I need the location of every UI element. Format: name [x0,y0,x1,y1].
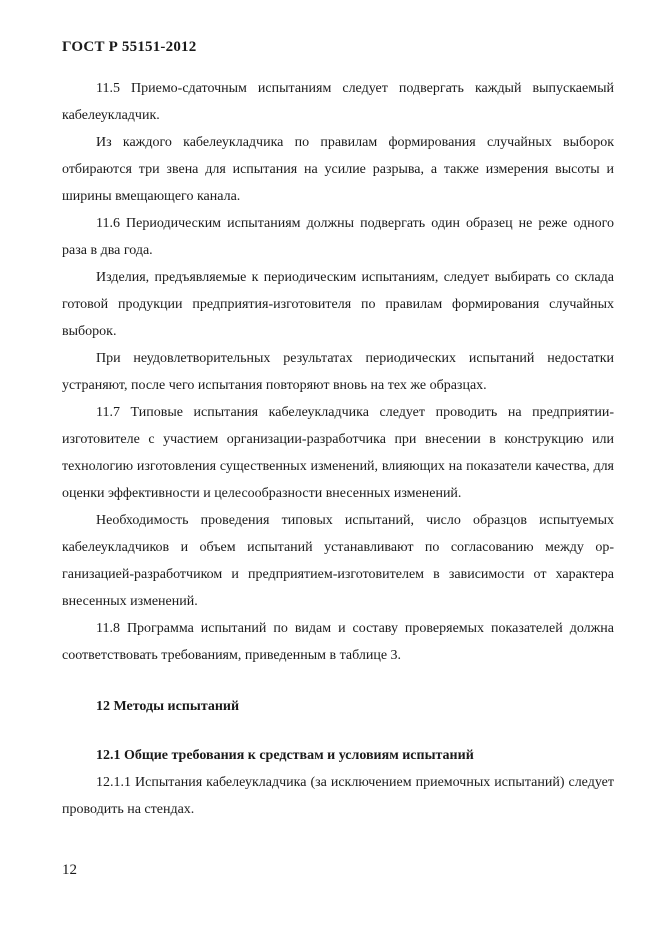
paragraph-unsatisfactory-results: При неудовлетворительных результатах периодических испытаний недостатки устраняют, после чего испытания повторяют вновь на тех же образцах. [62,351,614,393]
section-heading: 12 Методы испытаний [96,699,240,714]
paragraph-11-7: 11.7 Типовые испытания кабелеукладчика следует проводить на предприятии-изготовителе с участием организации-разработчика при внесении в конструкцию или технологию изготовления существенных изменений, влияющих на показатели качества, для оценки эффективности и целесообразности внесенных изменений. [62,405,614,501]
paragraph-11-5: 11.5 Приемо-сдаточным испытаниям следует подвергать каждый выпускаемый кабелеукладчик. [62,81,614,123]
subsection-heading: 12.1 Общие требования к средствам и условиям испытаний [96,748,474,763]
paragraph-11-8: 11.8 Программа испытаний по видам и составу проверяемых показателей должна соответствовать требованиям, приведенным в таблице 3. [62,621,614,663]
paragraph-sampling: Из каждого кабелеукладчика по правилам формирования случайных выборок отбираются три звена для испытания на усилие разрыва, а также измерения высоты и ширины вмещающего канала. [62,135,614,204]
paragraph-11-6: 11.6 Периодическим испытаниям должны подвергать один образец не реже одного раза в два года. [62,216,614,258]
page-content [62,75,614,823]
paragraph-12-1-1: 12.1.1 Испытания кабелеукладчика (за исключением приемочных испытаний) следует проводить на стендах. [62,775,614,817]
standard-header: ГОСТ Р 55151-2012 [62,39,197,55]
page-number: 12 [62,862,77,878]
paragraph-periodic-selection: Изделия, предъявляемые к периодическим испытаниям, следует выбирать со склада готовой продукции предприятия-изготовителя по правилам формирования случайных выборок. [62,270,614,339]
paragraph-type-tests-scope: Необходимость проведения типовых испытаний, число образцов испытуемых кабелеукладчиков и объем испытаний устанавливают по согласованию между организацией-разработчиком и предприятием-изготовителем в зависимости от характера внесенных изменений. [62,513,614,609]
